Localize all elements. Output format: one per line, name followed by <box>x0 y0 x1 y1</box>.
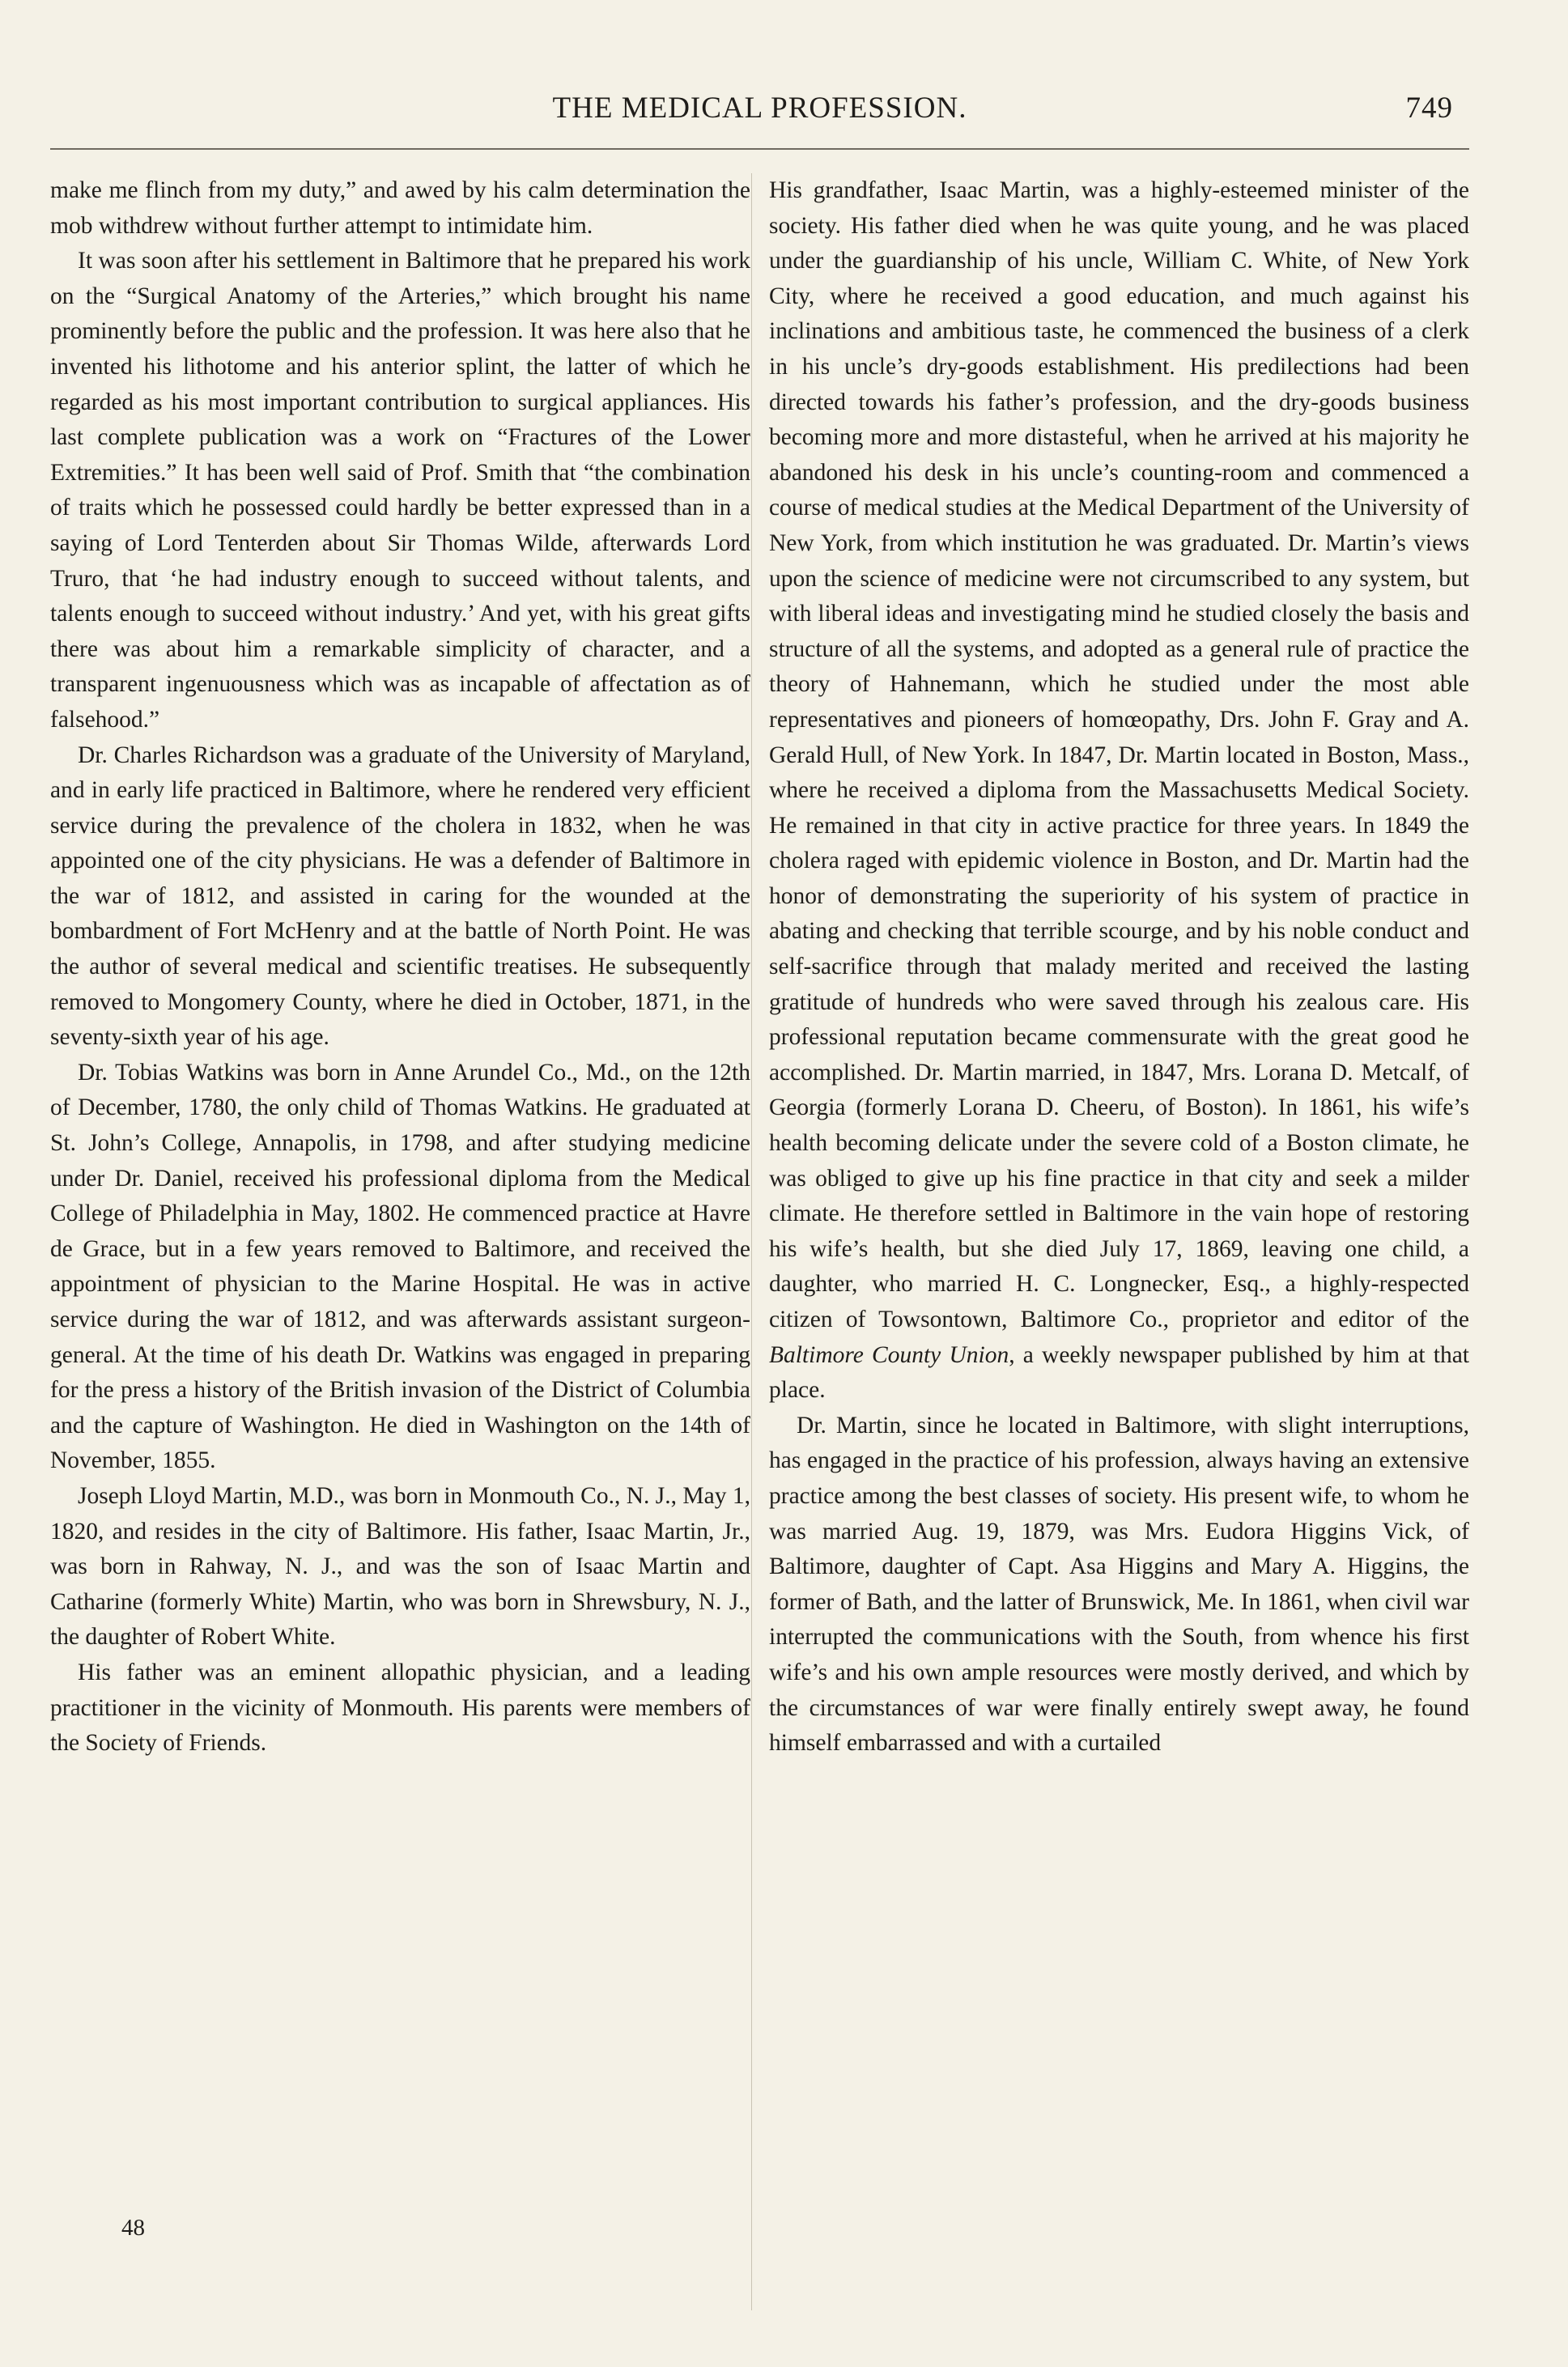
paragraph: It was soon after his settlement in Baltimore that he prepared his work on the “Surgical Anatomy of the Arteries,” which brought his name prominently before the public and the profession. It was here also that he invented his lithotome and his anterior splint, the latter of which he regarded as his most important contribution to surgical appliances. His last complete publication was a work on “Fractures of the Lower Extremities.” It has been well said of Prof. Smith that “the combination of traits which he possessed could hardly be better expressed than in a saying of Lord Tenterden about Sir Thomas Wilde, afterwards Lord Truro, that ‘he had industry enough to succeed without talents, and talents enough to succeed without industry.’ And yet, with his great gifts there was about him a remarkable simplicity of character, and a transparent ingenuousness which was as incapable of affectation as of falsehood.” <box>50 248 750 733</box>
paragraph: make me flinch from my duty,” and awed by his calm determination the mob withdrew without further attempt to intimidate him. <box>50 177 750 239</box>
paragraph: Dr. Martin, since he located in Baltimore, with slight interruptions, has engaged in the practice of his profession, always having an extensive practice among the best classes of society. His present wife, to whom he was married Aug. 19, 1879, was Mrs. Eudora Higgins Vick, of Baltimore, daughter of Capt. Asa Higgins and Mary A. Higgins, the former of Bath, and the latter of Brunswick, Me. In 1861, when civil war interrupted the communications with the South, from whence his first wife’s and his own ample resources were mostly derived, and which by the circumstances of war were finally entirely swept away, he found himself embarrassed and with a curtailed <box>769 1412 1469 1757</box>
paragraph-text: His grandfather, Isaac Martin, was a highly-esteemed minister of the society. His father died when he was quite young, and he was placed under the guardianship of his uncle, William C. White, of New York City, where he received a good education, and much against his inclinations and ambitious taste, he commenced the business of a clerk in his uncle’s dry-goods establishment. His predilections had been directed towards his father’s profession, and the dry-goods business becoming more and more distasteful, when he arrived at his majority he abandoned his desk in his uncle’s counting-room and commenced a course of medical studies at the Medical Department of the University of New York, from which institution he was graduated. Dr. Martin’s views upon the science of medicine were not circumscribed to any system, but with liberal ideas and investigating mind he studied closely the basis and structure of all the systems, and adopted as a general rule of practice the theory of Hahnemann, which he studied under the most able representatives and pioneers of homœopathy, Drs. John F. Gray and A. Gerald Hull, of New York. In 1847, Dr. Martin located in Boston, Mass., where he received a diploma from the Massachusetts Medical Society. He remained in that city in active practice for three years. In 1849 the cholera raged with epidemic violence in Boston, and Dr. Martin had the honor of demonstrating the superiority of his system of practice in abating and checking that terrible scourge, and by his noble conduct and self-sacrifice through that malady merited and received the lasting gratitude of hundreds who were saved through his zealous care. His professional reputation became commensurate with the great good he accomplished. Dr. Martin married, in 1847, Mrs. Lorana D. Metcalf, of Georgia (formerly Lorana D. Cheeru, of Boston). In 1861, his wife’s health becoming delicate under the severe cold of a Boston climate, he was obliged to give up his fine practice in that city and seek a milder climate. He therefore settled in Baltimore in the vain hope of restoring his wife’s health, but she died July 17, 1869, leaving one child, a daughter, who married H. C. Longnecker, Esq., a highly-respected citizen of Towsontown, Baltimore Co., proprietor and editor of the <box>769 177 1469 1332</box>
left-column <box>50 173 750 1761</box>
header-rule <box>50 148 1469 150</box>
paragraph: Dr. Charles Richardson was a graduate of the University of Maryland, and in early life practiced in Baltimore, where he rendered very efficient service during the prevalence of the cholera in 1832, when he was appointed one of the city physicians. He was a defender of Baltimore in the war of 1812, and assisted in caring for the wounded at the bombardment of Fort McHenry and at the battle of North Point. He was the author of several medical and scientific treatises. He subsequently removed to Mongomery County, where he died in October, 1871, in the seventy-sixth year of his age. <box>50 742 750 1051</box>
right-column <box>769 173 1469 1761</box>
paragraph-text: , a weekly newspaper published by him at that place. <box>769 1341 1469 1404</box>
running-title: THE MEDICAL PROFESSION. <box>552 91 967 125</box>
paragraph: His father was an eminent allopathic physician, and a leading practitioner in the vicinity of Monmouth. His parents were members of the Society of Friends. <box>50 1659 750 1757</box>
newspaper-title: Baltimore County Union <box>769 1341 1009 1368</box>
signature-mark: 48 <box>121 2215 145 2241</box>
column-divider <box>751 173 752 2310</box>
paragraph: Dr. Tobias Watkins was born in Anne Arundel Co., Md., on the 12th of December, 1780, the only child of Thomas Watkins. He graduated at St. John’s College, Annapolis, in 1798, and after studying medicine under Dr. Daniel, received his professional diploma from the Medical College of Philadelphia in May, 1802. He commenced practice at Havre de Grace, but in a few years removed to Baltimore, and received the appointment of physician to the Marine Hospital. He was in active service during the war of 1812, and was afterwards assistant surgeon-general. At the time of his death Dr. Watkins was engaged in preparing for the press a history of the British invasion of the District of Columbia and the capture of Washington. He died in Washington on the 14th of November, 1855. <box>50 1059 750 1474</box>
paragraph <box>769 173 1469 1409</box>
page-number: 749 <box>1405 91 1453 125</box>
running-header <box>50 86 1469 131</box>
paragraph: Joseph Lloyd Martin, M.D., was born in Monmouth Co., N. J., May 1, 1820, and resides in the city of Baltimore. His father, Isaac Martin, Jr., was born in Rahway, N. J., and was the son of Isaac Martin and Catharine (formerly White) Martin, who was born in Shrewsbury, N. J., the daughter of Robert White. <box>50 1482 750 1651</box>
